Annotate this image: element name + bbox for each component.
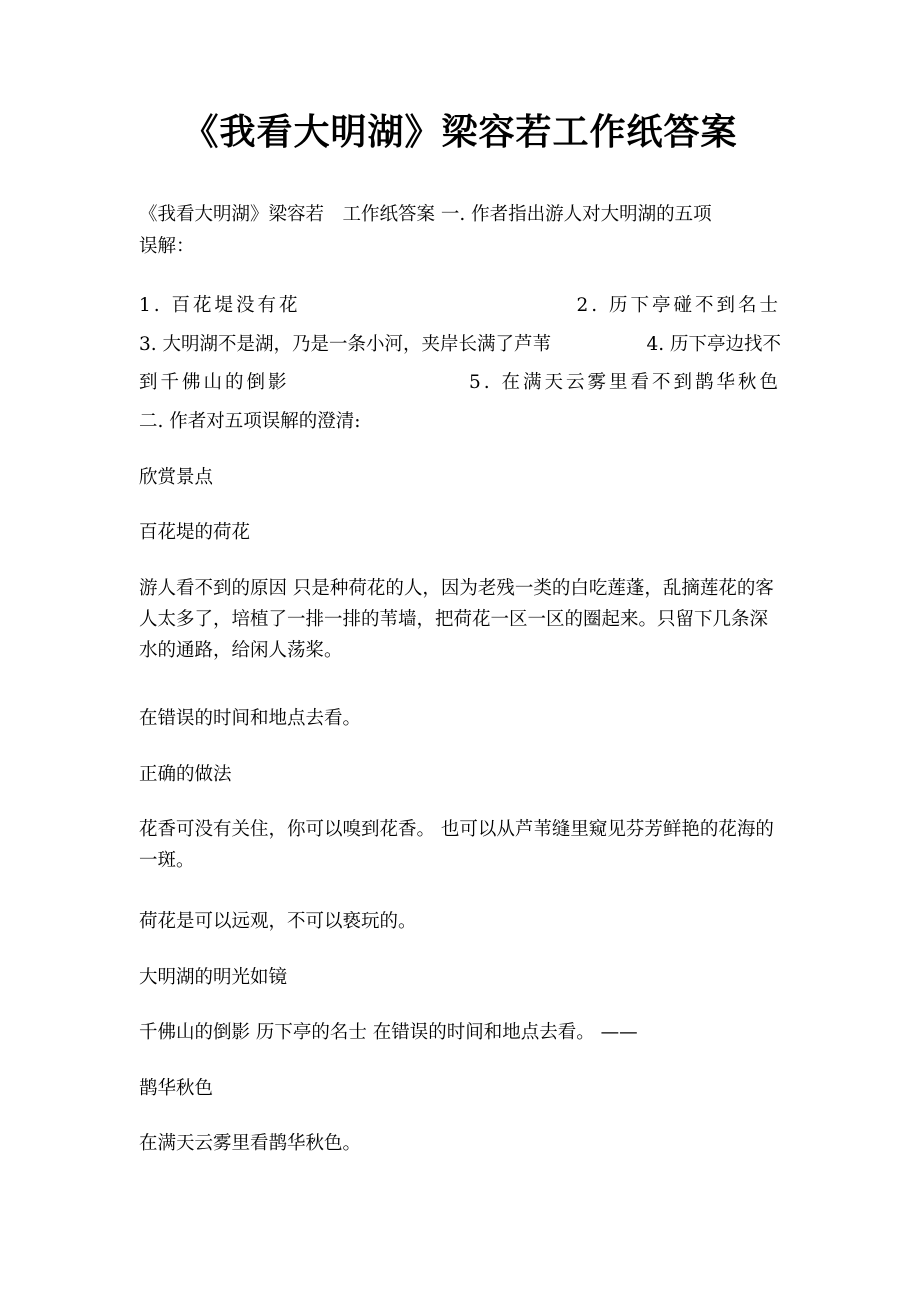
misconception-item-5: 5. 在满天云雾里看不到鹊华秋色: [468, 372, 781, 393]
section-2-heading: 二. 作者对五项误解的澄清:: [139, 411, 361, 432]
misconception-row-2: [139, 329, 781, 360]
body-paragraph-9: 千佛山的倒影 历下亭的名士 在错误的时间和地点去看。 ——: [139, 1022, 638, 1043]
body-paragraph-2: 百花堤的荷花: [139, 522, 251, 543]
body-paragraph-5: 正确的做法: [139, 764, 232, 785]
body-paragraph-1: 欣赏景点: [139, 467, 214, 488]
misconception-item-1: 1. 百花堤没有花: [139, 295, 301, 316]
intro-line-2: 误解：: [139, 236, 195, 257]
body-paragraph-4: 在错误的时间和地点去看。: [139, 708, 362, 729]
body-paragraph-7: 荷花是可以远观，不可以亵玩的。: [139, 911, 417, 932]
intro-line-1: 《我看大明湖》梁容若 工作纸答案 一. 作者指出游人对大明湖的五项: [139, 204, 712, 225]
body-paragraph-11: 在满天云雾里看鹊华秋色。: [139, 1133, 362, 1154]
document-title: 《我看大明湖》梁容若工作纸答案: [182, 112, 738, 153]
misconception-item-3: 3. 大明湖不是湖，乃是一条小河，夹岸长满了芦苇: [139, 334, 552, 355]
misconception-item-4a: 4. 历下亭边找不: [646, 334, 781, 355]
body-paragraph-6: 花香可没有关住，你可以嗅到花香。 也可以从芦苇缝里窥见芬芳鲜艳的花海的一斑。: [139, 819, 774, 871]
misconception-row-3: [139, 367, 781, 398]
body-paragraph-10: 鹊华秋色: [139, 1078, 214, 1099]
body-paragraph-8: 大明湖的明光如镜: [139, 967, 288, 988]
misconception-item-4b: 到千佛山的倒影: [139, 372, 290, 393]
misconception-item-2: 2. 历下亭碰不到名士: [576, 295, 781, 316]
misconception-row-1: [139, 290, 781, 321]
body-paragraph-3: 游人看不到的原因 只是种荷花的人，因为老残一类的白吃莲蓬，乱摘莲花的客人太多了，培植了一排一排的苇墙，把荷花一区一区的圈起来。只留下几条深水的通路，给闲人荡桨。: [139, 578, 774, 661]
